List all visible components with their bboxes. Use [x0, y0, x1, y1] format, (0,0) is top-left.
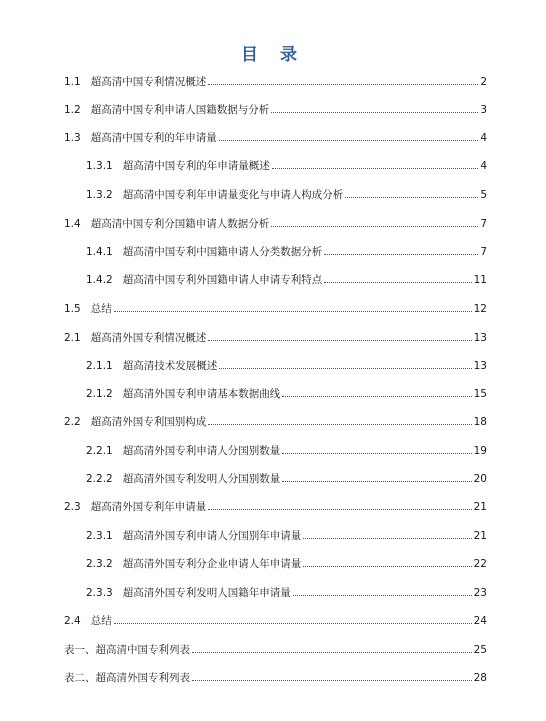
- toc-entry-title: 超高清中国专利分国籍申请人数据分析: [90, 218, 270, 230]
- toc-entry[interactable]: [64, 216, 487, 232]
- toc-entry-number: 1.3.1: [86, 160, 113, 172]
- toc-leader-dots: [282, 395, 471, 397]
- toc-leader-dots: [271, 111, 478, 113]
- toc-leader-dots: [303, 565, 471, 567]
- toc-entry-number: 2.1.2: [86, 388, 113, 400]
- toc-leader-dots: [208, 423, 471, 425]
- toc-entry[interactable]: [64, 102, 487, 118]
- toc-entry-page-number: 19: [473, 445, 487, 457]
- toc-entry-page-number: 5: [480, 189, 487, 201]
- toc-entry-page-number: 15: [473, 388, 487, 400]
- toc-entry-number: 1.4.2: [86, 274, 113, 286]
- toc-entry-number: 2.4: [64, 615, 81, 627]
- toc-entry-number: 1.4.1: [86, 246, 113, 258]
- toc-leader-dots: [345, 196, 478, 198]
- toc-entry-number: 1.5: [64, 303, 81, 315]
- toc-entry-page-number: 13: [473, 360, 487, 372]
- toc-leader-dots: [282, 480, 471, 482]
- toc-leader-dots: [219, 139, 479, 141]
- toc-entry-page-number: 21: [473, 501, 487, 513]
- toc-leader-dots: [324, 281, 471, 283]
- toc-entry-title: 超高清中国专利申请人国籍数据与分析: [90, 104, 270, 116]
- toc-entry-title: 超高清外国专利申请基本数据曲线: [122, 388, 281, 400]
- toc-leader-dots: [192, 679, 472, 681]
- toc-entry-page-number: 4: [480, 160, 487, 172]
- toc-entry-title: 超高清外国专利发明人国籍年申请量: [122, 587, 291, 599]
- toc-entry-number: 1.1: [64, 76, 81, 88]
- toc-entry[interactable]: [86, 244, 487, 260]
- toc-entry[interactable]: [86, 272, 487, 288]
- toc-entry-title: 超高清外国专利情况概述: [90, 332, 207, 344]
- toc-entry-title: 表一、超高清中国专利列表: [64, 644, 190, 656]
- toc-leader-dots: [271, 225, 478, 227]
- toc-entry[interactable]: [86, 358, 487, 374]
- toc-entry-page-number: 21: [473, 530, 487, 542]
- toc-entry-number: 1.3.2: [86, 189, 113, 201]
- toc-entry-number: 2.2.2: [86, 473, 113, 485]
- toc-entry-title: 超高清外国专利年申请量: [90, 501, 207, 513]
- toc-leader-dots: [282, 452, 471, 454]
- toc-entry-number: 2.3.3: [86, 587, 113, 599]
- toc-entry[interactable]: [86, 187, 487, 203]
- toc-leader-dots: [219, 367, 471, 369]
- toc-entry-page-number: 3: [480, 104, 487, 116]
- toc-entry[interactable]: [64, 499, 487, 515]
- toc-entry-page-number: 7: [480, 246, 487, 258]
- toc-entry[interactable]: [64, 613, 487, 629]
- toc-entry-page-number: 24: [473, 615, 487, 627]
- toc-entry-number: 2.1: [64, 332, 81, 344]
- toc-entry-title: 超高清中国专利中国籍申请人分类数据分析: [122, 246, 323, 258]
- toc-entry[interactable]: [64, 414, 487, 430]
- toc-entry-number: 2.3.1: [86, 530, 113, 542]
- toc-leader-dots: [293, 594, 472, 596]
- toc-entry-title: 超高清外国专利发明人分国别数量: [122, 473, 281, 485]
- toc-leader-dots: [114, 310, 472, 312]
- toc-entry-page-number: 18: [473, 416, 487, 428]
- toc-leader-dots: [192, 651, 472, 653]
- toc-entry-title: 总结: [90, 303, 112, 315]
- toc-entry[interactable]: [64, 670, 487, 686]
- toc-entry[interactable]: [86, 158, 487, 174]
- toc-title: 目 录: [241, 45, 305, 65]
- toc-entry-number: 1.4: [64, 218, 81, 230]
- toc-entry-page-number: 13: [473, 332, 487, 344]
- toc-entry-page-number: 25: [473, 644, 487, 656]
- toc-leader-dots: [208, 508, 471, 510]
- toc-entry-page-number: 11: [473, 274, 487, 286]
- toc-entry-title: 超高清外国专利申请人分国别数量: [122, 445, 281, 457]
- toc-entry-number: 2.2.1: [86, 445, 113, 457]
- toc-entry[interactable]: [86, 528, 487, 544]
- toc-entry[interactable]: [86, 585, 487, 601]
- toc-entry-title: 超高清技术发展概述: [122, 360, 218, 372]
- toc-leader-dots: [208, 339, 471, 341]
- toc-leader-dots: [272, 167, 479, 169]
- toc-entry[interactable]: [86, 386, 487, 402]
- toc-entry-number: 2.1.1: [86, 360, 113, 372]
- toc-entry[interactable]: [86, 443, 487, 459]
- toc-entry[interactable]: [64, 130, 487, 146]
- toc-entry[interactable]: [64, 301, 487, 317]
- toc-entry-number: 2.2: [64, 416, 81, 428]
- toc-entry-number: 1.3: [64, 132, 81, 144]
- toc-entry-page-number: 4: [480, 132, 487, 144]
- toc-entry[interactable]: [64, 642, 487, 658]
- toc-entry-title: 超高清中国专利的年申请量: [90, 132, 217, 144]
- toc-entry[interactable]: [64, 74, 487, 90]
- toc-entry-title: 超高清中国专利外国籍申请人申请专利特点: [122, 274, 323, 286]
- toc-entry[interactable]: [86, 471, 487, 487]
- toc-entry-page-number: 22: [473, 558, 487, 570]
- toc-entry[interactable]: [64, 330, 487, 346]
- toc-entry-page-number: 28: [473, 672, 487, 684]
- toc-entry-page-number: 20: [473, 473, 487, 485]
- toc-leader-dots: [208, 83, 478, 85]
- toc-leader-dots: [303, 537, 471, 539]
- toc-entry-number: 2.3.2: [86, 558, 113, 570]
- toc-entry-page-number: 12: [473, 303, 487, 315]
- toc-entry-title: 表二、超高清外国专利列表: [64, 672, 190, 684]
- toc-entry-page-number: 7: [480, 218, 487, 230]
- toc-entry-number: 1.2: [64, 104, 81, 116]
- toc-entry-page-number: 2: [480, 76, 487, 88]
- toc-entry-title: 超高清中国专利年申请量变化与申请人构成分析: [122, 189, 344, 201]
- toc-entry-number: 2.3: [64, 501, 81, 513]
- toc-entry-title: 超高清中国专利的年申请量概述: [122, 160, 270, 172]
- toc-leader-dots: [324, 253, 478, 255]
- toc-entry-title: 超高清中国专利情况概述: [90, 76, 207, 88]
- toc-entry-title: 总结: [90, 615, 112, 627]
- toc-entry-page-number: 23: [473, 587, 487, 599]
- toc-entry-title: 超高清外国专利申请人分国别年申请量: [122, 530, 302, 542]
- toc-leader-dots: [114, 622, 472, 624]
- toc-entry-title: 超高清外国专利分企业申请人年申请量: [122, 558, 302, 570]
- toc-entry-title: 超高清外国专利国别构成: [90, 416, 207, 428]
- toc-entry[interactable]: [86, 556, 487, 572]
